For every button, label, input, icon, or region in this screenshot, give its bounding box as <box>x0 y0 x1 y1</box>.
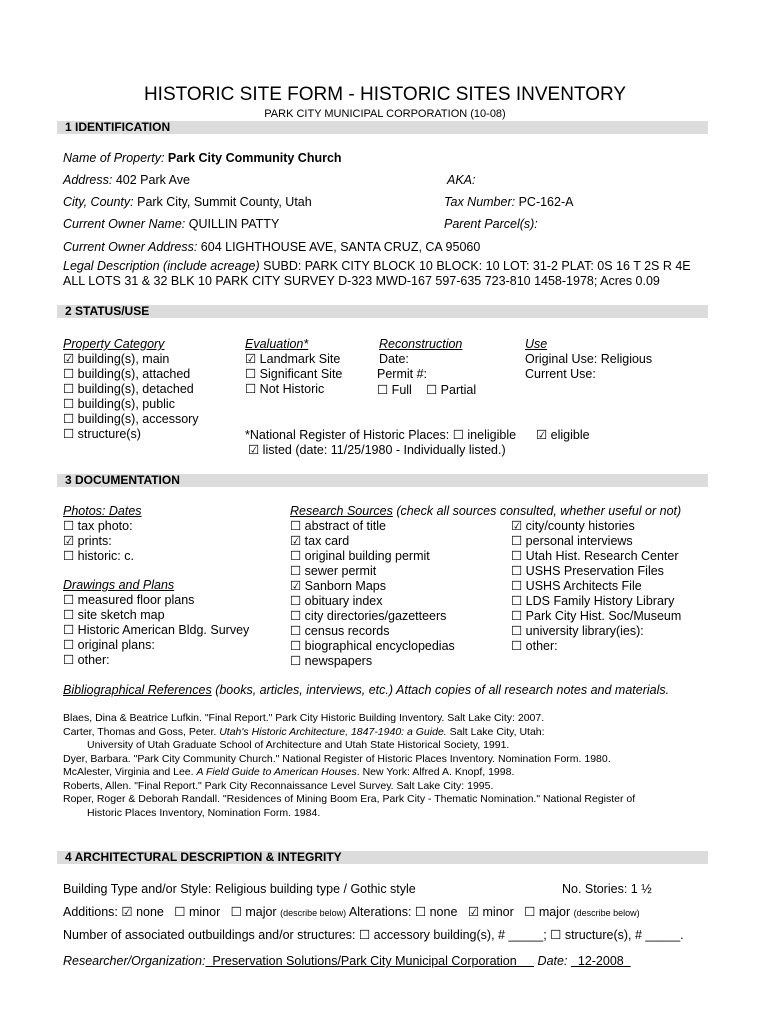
reference-entry: Carter, Thomas and Goss, Peter. Utah's Historic Architecture, 1847-1940: a Guide. Salt Lake City, Utah: <box>63 725 545 738</box>
reconstruction-permit: Permit #: <box>377 367 428 381</box>
research-item[interactable]: ☐ USHS Preservation Files <box>511 564 664 578</box>
research-item[interactable]: ☐ personal interviews <box>511 534 633 548</box>
alterations-label: Alterations: <box>348 905 412 919</box>
drawings-heading: Drawings and Plans <box>63 578 175 592</box>
property-category-item[interactable]: ☐ building(s), detached <box>63 382 194 396</box>
national-register[interactable]: *National Register of Historic Places: ☐ ineligible <box>245 428 517 442</box>
research-item[interactable]: ☑ tax card <box>290 534 350 548</box>
reference-entry: McAlester, Virginia and Lee. A Field Guide to American Houses. New York: Alfred A. Knopf, 1998. <box>63 766 515 778</box>
research-col2 <box>511 519 681 654</box>
owner-address-value: 604 LIGHTHOUSE AVE, SANTA CRUZ, CA 95060 <box>200 240 481 254</box>
evaluation-item[interactable]: ☐ Significant Site <box>245 367 343 381</box>
alterations-options[interactable]: ☐ none ☑ minor ☐ major <box>414 905 571 919</box>
section-architecture-title: 4 ARCHITECTURAL DESCRIPTION & INTEGRITY <box>65 850 342 864</box>
research-item[interactable]: ☐ original building permit <box>290 549 430 563</box>
name-label: Name of Property: <box>63 151 165 165</box>
biblio-note: (books, articles, interviews, etc.) Attach copies of all research notes and materials. <box>215 683 670 697</box>
research-item[interactable]: ☐ LDS Family History Library <box>511 594 675 608</box>
section-documentation-title: 3 DOCUMENTATION <box>65 473 180 487</box>
reference-entry: Roper, Roger & Deborah Randall. "Residences of Mining Boom Era, Park City - Thematic Nomination." National Register of <box>63 793 636 805</box>
evaluation-item[interactable]: ☑ Landmark Site <box>245 352 341 366</box>
photos-list <box>63 519 134 564</box>
photos-item[interactable]: ☑ prints: <box>63 534 112 548</box>
legal-line2: ALL LOTS 31 & 32 BLK 10 PARK CITY SURVEY D-323 MWD-167 597-635 723-810 1458-1978; Acres 0.09 <box>63 274 660 288</box>
reconstruction-partial[interactable]: ☐ Partial <box>426 383 477 397</box>
additions-label: Additions: <box>63 905 118 919</box>
reference-entry: Roberts, Allen. "Final Report." Park City Reconnaissance Level Survey. Salt Lake City: 1995. <box>63 779 494 792</box>
evaluation-list <box>245 352 342 397</box>
name-value: Park City Community Church <box>167 151 342 165</box>
property-category-item[interactable]: ☐ building(s), public <box>63 397 175 411</box>
drawings-item[interactable]: ☐ other: <box>63 653 110 667</box>
additions-describe: (describe below) <box>280 908 347 918</box>
city-value: Park City, Summit County, Utah <box>137 195 312 209</box>
research-item[interactable]: ☐ sewer permit <box>290 564 377 578</box>
reconstruction-full[interactable]: ☐ Full <box>377 383 412 397</box>
research-item[interactable]: ☐ Utah Hist. Research Center <box>511 549 679 563</box>
research-item[interactable]: ☐ university library(ies): <box>511 624 644 638</box>
reference-entry: Blaes, Dina & Beatrice Lufkin. "Final Report." Park City Historic Building Inventory. Salt Lake City: 2007. <box>63 712 545 724</box>
owner-address <box>63 240 480 254</box>
alterations-describe: (describe below) <box>573 908 640 918</box>
drawings-item[interactable]: ☐ measured floor plans <box>63 593 195 607</box>
reference-entry: Dyer, Barbara. "Park City Community Church." National Register of Historic Places Inventory. Nomination Form. 1980. <box>63 752 611 765</box>
name-of-property <box>63 151 342 165</box>
reference-entry: Historic Places Inventory, Nomination Form. 1984. <box>87 806 321 819</box>
additions-options[interactable]: ☑ none ☐ minor ☐ major <box>121 905 277 919</box>
reconstruction-heading: Reconstruction <box>379 337 463 351</box>
aka-label: AKA: <box>447 173 476 187</box>
section-identification-title: 1 IDENTIFICATION <box>65 120 171 134</box>
drawings-item[interactable]: ☐ original plans: <box>63 638 155 652</box>
property-category-item[interactable]: ☐ building(s), accessory <box>63 412 199 426</box>
building-type: Building Type and/or Style: Religious building type / Gothic style <box>63 882 416 896</box>
reference-entry: University of Utah Graduate School of Architecture and Utah State Historical Society, 1991. <box>87 739 510 751</box>
bibliography-heading-row <box>63 683 669 697</box>
research-sources-heading-row <box>290 504 681 518</box>
original-use: Original Use: Religious <box>525 352 653 366</box>
legal-description <box>63 259 691 273</box>
evaluation-heading: Evaluation* <box>245 337 309 351</box>
research-note: (check all sources consulted, whether useful or not) <box>396 504 682 518</box>
section-status-bar <box>57 305 708 318</box>
research-item[interactable]: ☐ obituary index <box>290 594 383 608</box>
additions-alterations-row <box>63 904 640 919</box>
drawings-list <box>63 593 249 668</box>
date-label: Date: <box>537 954 568 968</box>
section-identification-bar <box>57 121 708 134</box>
research-item[interactable]: ☐ USHS Architects File <box>511 579 642 593</box>
owner-address-label: Current Owner Address: <box>63 240 198 254</box>
current-use: Current Use: <box>525 367 596 381</box>
tax-label: Tax Number: <box>444 195 516 209</box>
section-architecture-bar <box>57 851 708 864</box>
photos-item[interactable]: ☐ tax photo: <box>63 519 133 533</box>
research-item[interactable]: ☐ city directories/gazetteers <box>290 609 447 623</box>
form-title: HISTORIC SITE FORM - HISTORIC SITES INVENTORY <box>143 84 627 105</box>
research-item[interactable]: ☐ other: <box>511 639 558 653</box>
use-heading: Use <box>525 337 548 351</box>
photos-heading: Photos: Dates <box>63 504 142 518</box>
property-category-item[interactable]: ☐ structure(s) <box>63 427 141 441</box>
stories: No. Stories: 1 ½ <box>562 882 652 896</box>
tax-value: PC-162-A <box>518 195 574 209</box>
research-col1 <box>290 519 455 669</box>
research-item[interactable]: ☐ Park City Hist. Soc/Museum <box>511 609 682 623</box>
owner-value: QUILLIN PATTY <box>188 217 280 231</box>
parent-parcel-label: Parent Parcel(s): <box>444 217 538 231</box>
city-county <box>63 195 312 209</box>
property-category-list <box>63 352 199 442</box>
tax-number <box>444 195 573 209</box>
legal-line1: SUBD: PARK CITY BLOCK 10 BLOCK: 10 LOT: 31-2 PLAT: 0S 16 T 2S R 4E <box>263 259 691 273</box>
address-value: 402 Park Ave <box>115 173 190 187</box>
research-item[interactable]: ☐ abstract of title <box>290 519 386 533</box>
drawings-item[interactable]: ☐ site sketch map <box>63 608 165 622</box>
reconstruction-date: Date: <box>379 352 409 366</box>
owner-label: Current Owner Name: <box>63 217 186 231</box>
research-item[interactable]: ☐ biographical encyclopedias <box>290 639 455 653</box>
address <box>63 173 190 187</box>
form-subtitle <box>0 108 770 120</box>
national-register-eligible[interactable]: ☑ eligible <box>536 428 590 442</box>
research-heading: Research Sources <box>290 504 393 518</box>
biblio-heading: Bibliographical References <box>63 683 212 697</box>
researcher-row <box>63 954 631 968</box>
property-category-item[interactable]: ☑ building(s), main <box>63 352 170 366</box>
legal-label: Legal Description (include acreage) <box>63 259 260 273</box>
property-category-heading: Property Category <box>63 337 165 351</box>
address-label: Address: <box>63 173 113 187</box>
references-list <box>63 712 635 820</box>
research-item[interactable]: ☐ newspapers <box>290 654 373 668</box>
property-category-item[interactable]: ☐ building(s), attached <box>63 367 191 381</box>
section-documentation-bar <box>57 474 708 487</box>
photos-item[interactable]: ☐ historic: c. <box>63 549 134 563</box>
drawings-item[interactable]: ☐ Historic American Bldg. Survey <box>63 623 250 637</box>
research-item[interactable]: ☐ census records <box>290 624 390 638</box>
researcher-label: Researcher/Organization: <box>63 954 206 968</box>
evaluation-item[interactable]: ☐ Not Historic <box>245 382 325 396</box>
researcher-value: Preservation Solutions/Park City Municipal Corporation <box>205 954 535 968</box>
research-item[interactable]: ☑ Sanborn Maps <box>290 579 386 593</box>
section-status-title: 2 STATUS/USE <box>65 304 150 318</box>
subtitle-text: PARK CITY MUNICIPAL CORPORATION (10-08) <box>264 108 506 120</box>
city-label: City, County: <box>63 195 134 209</box>
national-register-listed[interactable]: ☑ listed (date: 11/25/1980 - Individually listed.) <box>248 443 506 457</box>
research-item[interactable]: ☑ city/county histories <box>511 519 635 533</box>
date-value: 12-2008 <box>570 954 631 968</box>
outbuildings: Number of associated outbuildings and/or structures: ☐ accessory building(s), # _____; ☐ structure(s), # _____. <box>63 928 684 942</box>
current-owner <box>63 217 279 231</box>
